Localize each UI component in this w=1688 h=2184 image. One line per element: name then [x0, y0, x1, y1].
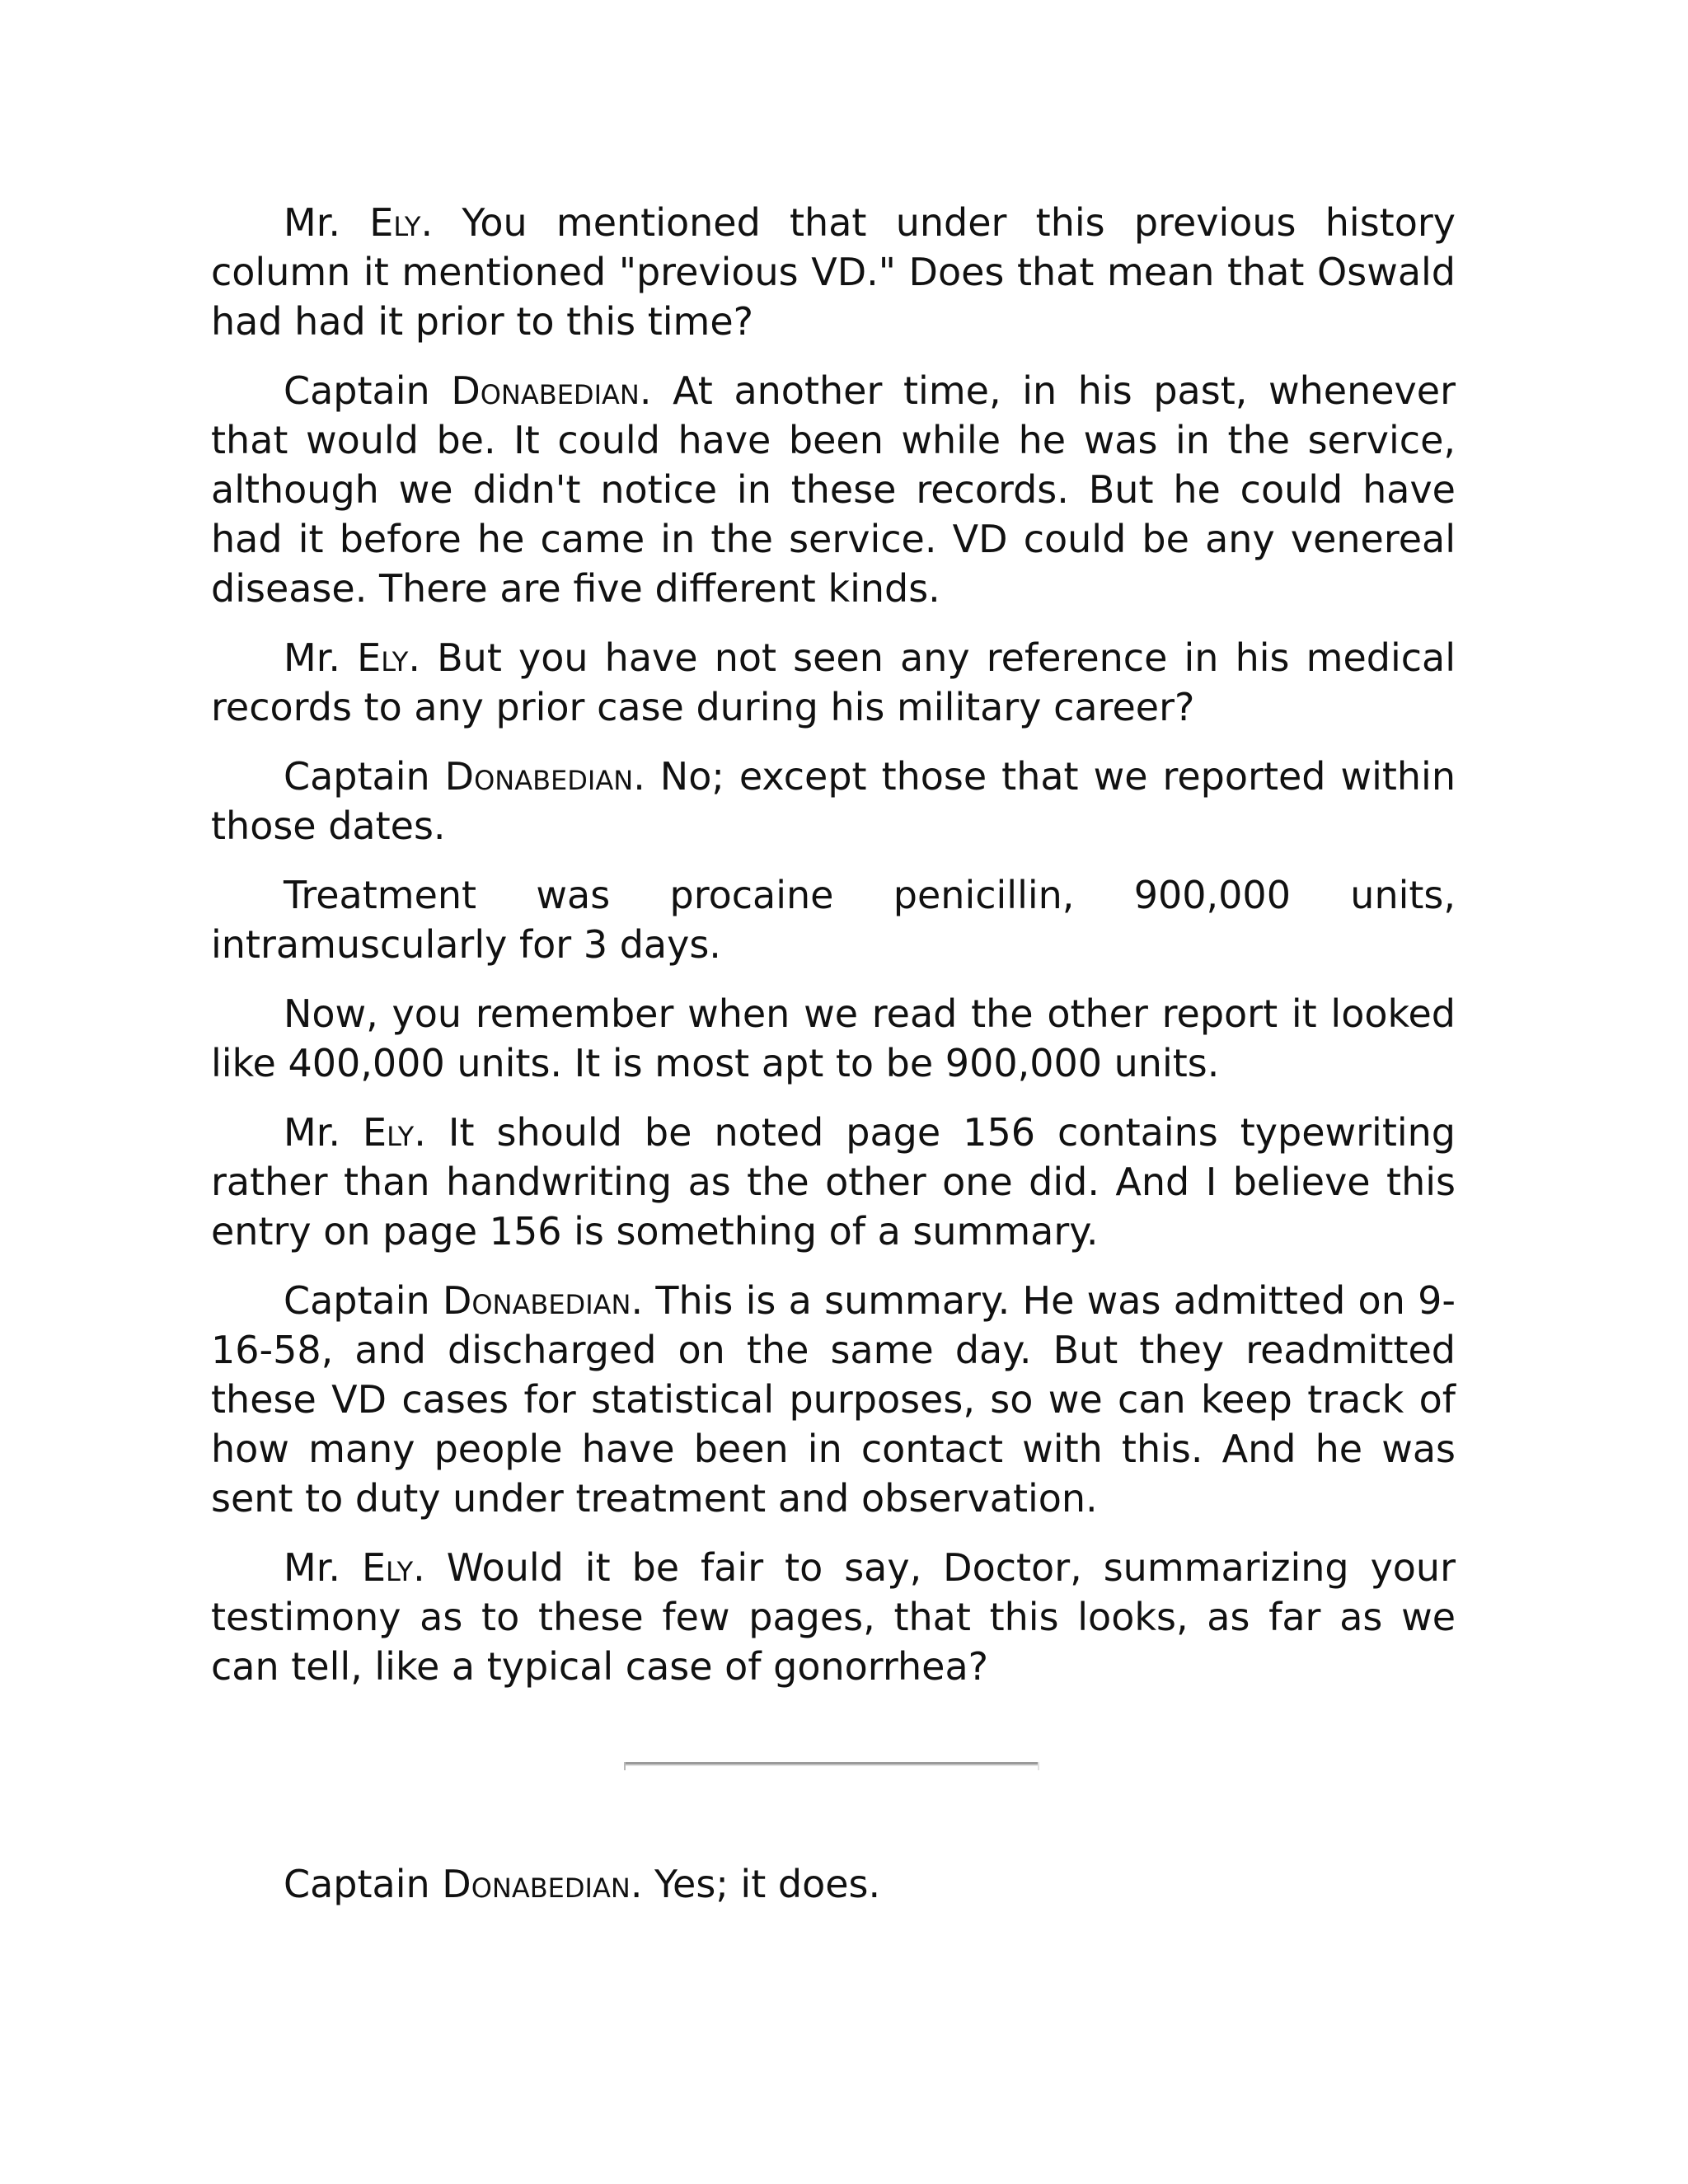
testimony-paragraph-8: [211, 1276, 1456, 1523]
testimony-paragraph-1: [211, 198, 1456, 346]
paragraph-text: . No; except those that we reported within those dates.: [211, 754, 1456, 848]
paragraph-text: . You mentioned that under this previous history column it mentioned "previous VD." Does that mean that Oswald had had it prior to this time?: [211, 200, 1456, 344]
testimony-paragraph-4: [211, 752, 1456, 851]
testimony-paragraph-7: [211, 1108, 1456, 1256]
paragraph-text: Now, you remember when we read the other report it looked like 400,000 units. It is most apt to be 900,000 units.: [211, 991, 1456, 1085]
paragraph-text: . But you have not seen any reference in his medical records to any prior case during his military career?: [211, 635, 1456, 729]
testimony-paragraph-6: [211, 989, 1456, 1088]
paragraph-text: . At another time, in his past, whenever that would be. It could have been while he was in the service, although we didn't notice in these records. But he could have had it before he came in the service. VD could be any venereal disease. There are five different kinds.: [211, 368, 1456, 611]
paragraph-text: . Would it be fair to say, Doctor, summarizing your testimony as to these few pages, that this looks, as far as we can tell, like a typical case of gonorrhea?: [211, 1545, 1456, 1689]
paragraph-text: . This is a summary. He was admitted on 9-16-58, and discharged on the same day. But they readmitted these VD cases for statistical purposes, so we can keep track of how many people have been in contact with this. And he was sent to duty under treatment and observation.: [211, 1278, 1456, 1521]
paragraph-text: Treatment was procaine penicillin, 900,000 units, intramuscularly for 3 days.: [211, 873, 1456, 967]
page-break-rule-left-cap: [624, 1762, 626, 1770]
page-break-rule: [624, 1762, 1039, 1766]
paragraph-text: . Yes; it does.: [630, 1862, 881, 1906]
speaker-name: Donabedian: [444, 754, 634, 799]
speaker-name: Donabedian: [442, 1278, 631, 1323]
speaker-name: Ely: [361, 1545, 414, 1590]
speaker-title: Captain: [284, 1862, 430, 1906]
speaker-name: Ely: [363, 1110, 415, 1155]
speaker-name: Ely: [369, 200, 421, 245]
speaker-name: Ely: [357, 635, 409, 680]
speaker-title: Mr.: [284, 200, 340, 245]
final-testimony: [211, 1859, 1456, 1929]
speaker-title: Captain: [284, 368, 430, 413]
testimony-paragraph-3: [211, 633, 1456, 732]
speaker-name: Donabedian: [451, 368, 640, 413]
testimony-paragraph-9: [211, 1543, 1456, 1691]
speaker-title: Mr.: [284, 1545, 340, 1590]
testimony-paragraph-2: [211, 366, 1456, 613]
transcript-body: [211, 198, 1456, 1711]
speaker-title: Mr.: [284, 1110, 340, 1155]
speaker-title: Mr.: [284, 635, 340, 680]
speaker-title: Captain: [284, 1278, 430, 1323]
page-break-rule-right-cap: [1038, 1762, 1039, 1770]
paragraph-text: . It should be noted page 156 contains typewriting rather than handwriting as the other one did. And I believe this entry on page 156 is something of a summary.: [211, 1110, 1456, 1254]
testimony-paragraph-5: [211, 870, 1456, 969]
speaker-title: Captain: [284, 754, 430, 799]
speaker-name: Donabedian: [442, 1862, 631, 1906]
testimony-paragraph-final: [211, 1859, 1456, 1909]
